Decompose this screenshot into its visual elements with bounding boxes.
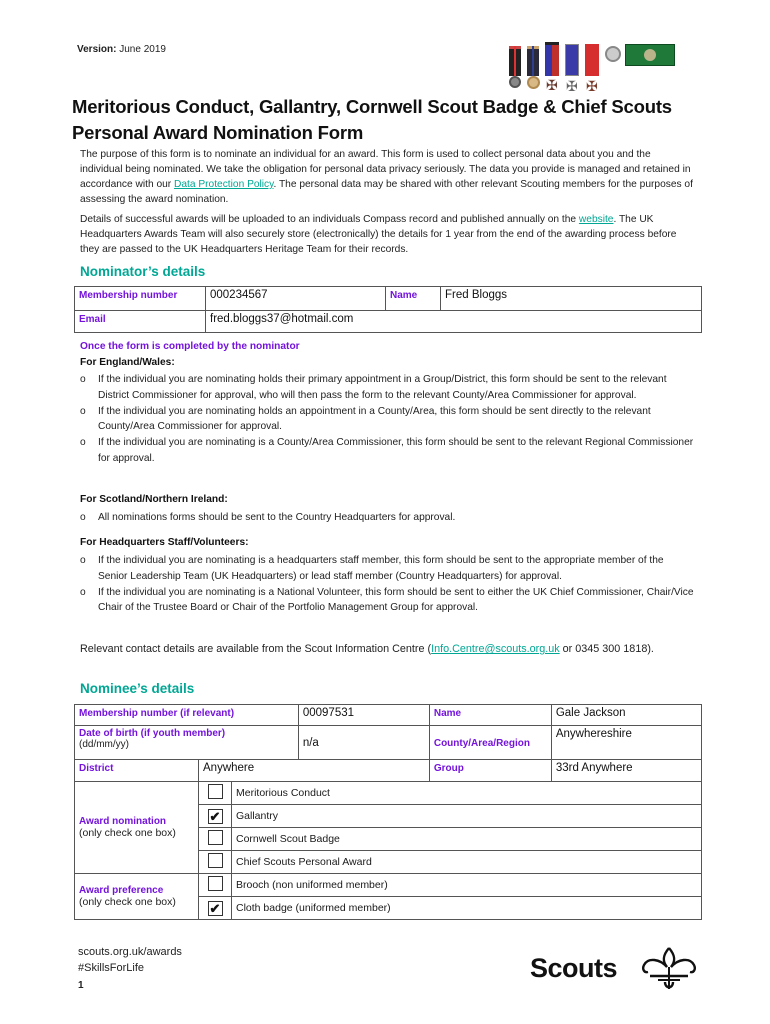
info-centre-email-link[interactable]: Info.Centre@scouts.org.uk bbox=[431, 643, 560, 655]
district-field[interactable] bbox=[199, 760, 430, 782]
membership-number-field[interactable] bbox=[206, 287, 386, 311]
list-item bbox=[80, 404, 695, 436]
medals-image: ✠ ✠ ✠ bbox=[505, 42, 700, 98]
page-title: Meritorious Conduct, Gallantry, Cornwell Scout Badge & Chief Scouts Personal Award Nomination Form bbox=[72, 96, 672, 143]
pref-option bbox=[232, 897, 702, 920]
page-number: 1 bbox=[78, 980, 84, 991]
award-checkbox-cell bbox=[199, 828, 232, 851]
list-item-text: If the individual you are nominating holds their primary appointment in a Group/District, this form should be sent to the relevant District Commissioner for approval, who will then pass the form to the relevant County/Area Commissioner for approval. bbox=[98, 374, 667, 401]
email-value: fred.bloggs37@hotmail.com bbox=[210, 313, 354, 325]
scouts-logo-text: Scouts bbox=[530, 953, 618, 983]
version-label: Version: bbox=[77, 44, 117, 55]
nominator-heading: Nominator’s details bbox=[80, 264, 206, 279]
list-item-text: All nominations forms should be sent to the Country Headquarters for approval. bbox=[98, 512, 456, 523]
contact-paragraph bbox=[80, 641, 695, 657]
email-label: Email bbox=[79, 314, 106, 325]
pref-option-label: Cloth badge (uniformed member) bbox=[236, 902, 391, 914]
bullet-icon: o bbox=[80, 555, 86, 566]
footer-hashtag: #SkillsForLife bbox=[78, 962, 145, 974]
email-field[interactable] bbox=[206, 311, 702, 333]
group-field[interactable] bbox=[551, 760, 701, 782]
award-option bbox=[232, 782, 702, 805]
nominee-membership-label: Membership number (if relevant) bbox=[79, 708, 235, 719]
award-preference-hint: (only check one box) bbox=[79, 896, 176, 908]
version-value: June 2019 bbox=[119, 44, 166, 55]
list-item-text: If the individual you are nominating is a County/Area Commissioner, this form should be sent to the relevant Regional Commissioner for approval. bbox=[98, 437, 694, 464]
version-line bbox=[77, 44, 166, 55]
award-option-label: Chief Scouts Personal Award bbox=[236, 856, 372, 868]
district-label-cell bbox=[75, 760, 199, 782]
website-link[interactable]: website bbox=[578, 214, 614, 225]
intro-paragraph-2 bbox=[80, 212, 695, 257]
pref-option bbox=[232, 874, 702, 897]
award-option bbox=[232, 828, 702, 851]
nominator-table bbox=[74, 286, 702, 333]
award-table bbox=[74, 781, 702, 920]
nominee-membership-field[interactable] bbox=[298, 705, 429, 726]
pref-option-label: Brooch (non uniformed member) bbox=[236, 879, 388, 891]
chief-scouts-personal-award-checkbox[interactable] bbox=[208, 853, 223, 868]
award-preference-label-cell bbox=[75, 874, 199, 920]
list-item-text: If the individual you are nominating is a headquarters staff member, this form should be sent to the appropriate member of the Senior Leadership Team (UK Headquarters) or lead staff member (Country Headquarters) for approval. bbox=[98, 555, 664, 582]
brooch-checkbox[interactable] bbox=[208, 876, 223, 891]
intro-text: . The personal data may be shared with other relevant Scouting members for the purposes of assessing the award nomination. bbox=[80, 179, 693, 205]
bullet-icon: o bbox=[80, 512, 86, 523]
nominee-table bbox=[74, 704, 702, 782]
award-checkbox-cell bbox=[199, 851, 232, 874]
award-option-label: Cornwell Scout Badge bbox=[236, 833, 340, 845]
award-checkbox-cell bbox=[199, 805, 232, 828]
list-item bbox=[80, 553, 695, 585]
name-label: Name bbox=[390, 290, 418, 301]
meritorious-conduct-checkbox[interactable] bbox=[208, 784, 223, 799]
dob-field[interactable] bbox=[298, 726, 429, 760]
dob-format-hint: (dd/mm/yy) bbox=[79, 739, 129, 750]
list-item-text: If the individual you are nominating is a National Volunteer, this form should be sent to either the UK Chief Commissioner, Chair/Vice Chair of the Trustee Board or Chair of the Portfolio Management Group for approval. bbox=[98, 586, 694, 614]
nominee-name-label: Name bbox=[433, 708, 462, 719]
contact-text: or 0345 300 1818). bbox=[559, 643, 654, 655]
fleur-de-lis-icon bbox=[640, 945, 698, 993]
pref-checkbox-cell bbox=[199, 874, 232, 897]
scouts-logo bbox=[530, 945, 700, 995]
list-item-text: If the individual you are nominating holds an appointment in a County/Area, this form should be sent directly to the relevant County/Area Commissioner for approval. bbox=[98, 405, 651, 433]
name-label-cell bbox=[386, 287, 441, 311]
nominee-name-label-cell bbox=[429, 705, 551, 726]
footer-left bbox=[78, 944, 182, 994]
bullet-icon: o bbox=[80, 405, 86, 417]
award-nomination-label-cell bbox=[75, 782, 199, 874]
nominee-membership-value: 00097531 bbox=[302, 707, 355, 719]
list-item bbox=[80, 372, 695, 404]
instructions-heading: Once the form is completed by the nominator bbox=[80, 341, 300, 352]
scotland-list bbox=[80, 510, 695, 526]
pref-checkbox-cell bbox=[199, 897, 232, 920]
dob-label: Date of birth (if youth member) bbox=[79, 728, 226, 739]
gallantry-checkbox[interactable]: ✔ bbox=[208, 809, 223, 824]
name-field[interactable] bbox=[441, 287, 702, 311]
membership-label-cell bbox=[75, 287, 206, 311]
bullet-icon: o bbox=[80, 374, 86, 385]
scotland-heading: For Scotland/Northern Ireland: bbox=[80, 494, 228, 505]
footer-url[interactable]: scouts.org.uk/awards bbox=[78, 946, 182, 958]
bullet-icon: o bbox=[80, 586, 86, 598]
intro-text: Details of successful awards will be uploaded to an individuals Compass record and published annually on the bbox=[80, 214, 579, 225]
cloth-badge-checkbox[interactable]: ✔ bbox=[208, 901, 223, 916]
group-label: Group bbox=[433, 763, 464, 774]
bullet-icon: o bbox=[80, 437, 86, 449]
district-label: District bbox=[79, 763, 114, 774]
hq-list bbox=[80, 553, 695, 616]
nominee-heading: Nominee’s details bbox=[80, 681, 195, 696]
group-label-cell bbox=[429, 760, 551, 782]
membership-value: 000234567 bbox=[210, 289, 268, 301]
county-value: Anywhereshire bbox=[555, 728, 632, 740]
group-value: 33rd Anywhere bbox=[555, 762, 633, 774]
list-item bbox=[80, 510, 695, 526]
name-value: Fred Bloggs bbox=[445, 289, 508, 301]
dob-value: n/a bbox=[302, 736, 319, 749]
award-nomination-label: Award nomination bbox=[79, 816, 167, 827]
contact-text: Relevant contact details are available from the Scout Information Centre ( bbox=[80, 643, 432, 655]
intro-text: The purpose of this form is to nominate an individual for an award. This form is used to collect personal data about you and the individual being nominated. We take the obligation for personal data privacy seriously. The data you provide is managed and retained in accordance with our bbox=[80, 149, 691, 190]
intro-paragraph-1 bbox=[80, 147, 695, 207]
list-item bbox=[80, 435, 695, 467]
england-heading: For England/Wales: bbox=[80, 357, 175, 368]
membership-label: Membership number bbox=[79, 290, 178, 301]
email-label-cell bbox=[75, 311, 206, 333]
nominee-name-field[interactable] bbox=[551, 705, 701, 726]
county-label: County/Area/Region bbox=[433, 737, 530, 749]
nominee-name-value: Gale Jackson bbox=[555, 707, 626, 719]
county-field[interactable] bbox=[551, 726, 701, 760]
cornwell-scout-badge-checkbox[interactable] bbox=[208, 830, 223, 845]
england-list bbox=[80, 372, 695, 467]
intro-text: . The UK Headquarters Awards Team will also securely store (electronically) the details for 1 year from the end of the awarding process before they are passed to the UK Headquarters Heritage Team for their records. bbox=[80, 214, 677, 255]
dob-label-cell bbox=[75, 726, 299, 760]
data-protection-policy-link[interactable]: Data Protection Policy bbox=[174, 179, 274, 190]
hq-heading: For Headquarters Staff/Volunteers: bbox=[80, 537, 249, 548]
award-checkbox-cell bbox=[199, 782, 232, 805]
award-option-label: Gallantry bbox=[236, 810, 279, 822]
nominee-membership-label-cell bbox=[75, 705, 299, 726]
list-item bbox=[80, 585, 695, 617]
award-option bbox=[232, 805, 702, 828]
award-option-label: Meritorious Conduct bbox=[236, 787, 330, 799]
county-label-cell bbox=[429, 726, 551, 760]
award-preference-label: Award preference bbox=[79, 885, 164, 896]
district-value: Anywhere bbox=[203, 762, 255, 774]
award-option bbox=[232, 851, 702, 874]
award-nomination-hint: (only check one box) bbox=[79, 827, 176, 839]
